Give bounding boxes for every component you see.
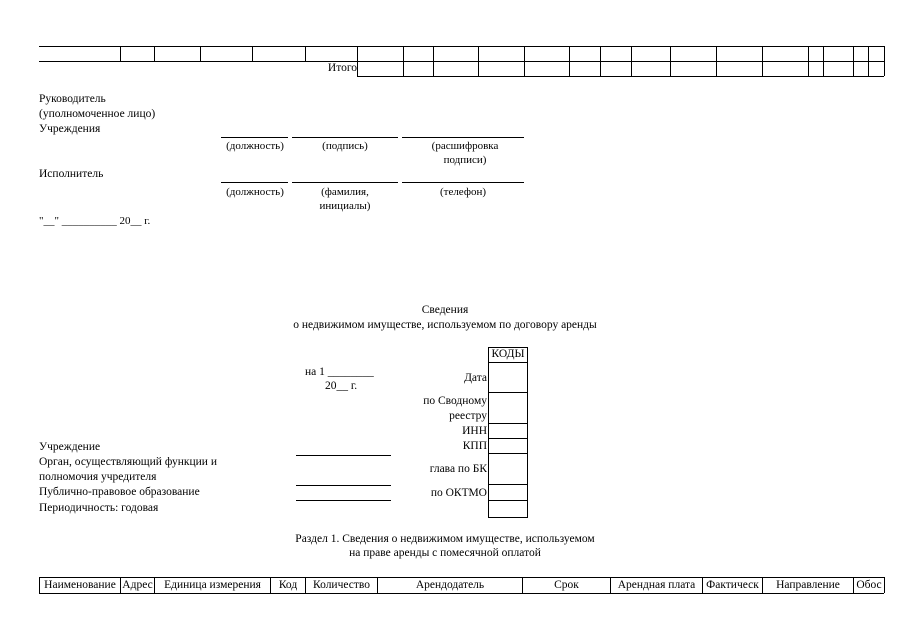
column-header-justification: Обос <box>856 579 882 591</box>
cell-border <box>200 46 201 61</box>
head-label-3: Учреждения <box>39 123 101 135</box>
column-header-actual: Фактическ <box>706 579 759 591</box>
section-title: Раздел 1. Сведения о недвижимом имуществе, используемом <box>295 533 595 545</box>
institution-field-line <box>296 455 391 456</box>
executor-label: Исполнитель <box>39 168 104 180</box>
head-decoding-line <box>402 137 524 138</box>
cell-border <box>252 46 253 61</box>
authority-label-2: полномочия учредителя <box>39 471 157 483</box>
table-line <box>357 76 884 77</box>
exec-caption-position: (должность) <box>226 186 284 198</box>
section-subtitle: на праве аренды с помесячной оплатой <box>349 547 541 559</box>
column-header-code: Код <box>278 579 298 591</box>
registry-code-label-1: по Сводному <box>423 395 487 407</box>
cell-border <box>120 46 121 61</box>
exec-position-line <box>221 182 288 183</box>
exec-caption-name: (фамилия, инициалы) <box>319 186 371 212</box>
column-header-unit: Единица измерения <box>164 579 261 591</box>
public-entity-label: Публично-правовое образование <box>39 486 200 498</box>
head-signature-line <box>292 137 398 138</box>
head-caption-position: (должность) <box>226 140 284 152</box>
codes-row-line <box>488 500 528 501</box>
head-caption-signature: (подпись) <box>322 140 368 152</box>
cell-border <box>884 46 885 76</box>
head-caption-decoding: (расшифровка подписи) <box>431 140 499 166</box>
cell-border <box>808 46 809 76</box>
inn-label: ИНН <box>462 425 487 437</box>
cell-border <box>670 46 671 76</box>
total-label: Итого <box>327 62 357 74</box>
as-of-date-1: на 1 ________ <box>305 366 374 378</box>
column-header-term: Срок <box>554 579 579 591</box>
institution-label: Учреждение <box>39 441 101 453</box>
form-title: Сведения <box>421 304 469 316</box>
as-of-date-2: 20__ г. <box>325 380 358 392</box>
cell-border <box>403 46 404 76</box>
codes-row-line <box>488 423 528 424</box>
cell-border <box>154 46 155 61</box>
column-header-address: Адрес <box>122 579 153 591</box>
table-line <box>39 61 884 62</box>
cell-border <box>884 577 885 593</box>
column-header-rent: Арендная плата <box>617 579 696 591</box>
column-header-quantity: Количество <box>313 579 370 591</box>
periodicity-label: Периодичность: годовая <box>39 502 159 514</box>
form-subtitle: о недвижимом имуществе, используемом по договору аренды <box>293 319 597 331</box>
kpp-label: КПП <box>462 440 487 452</box>
exec-name-line <box>292 182 398 183</box>
codes-row-line <box>488 484 528 485</box>
table-line <box>39 46 884 47</box>
head-position-line <box>221 137 288 138</box>
codes-row-line <box>488 453 528 454</box>
authority-field-line <box>296 485 391 486</box>
registry-code-label-2: реестру <box>449 410 487 422</box>
exec-phone-line <box>402 182 524 183</box>
date-code-label: Дата <box>464 372 487 384</box>
cell-border <box>853 46 854 76</box>
public-entity-field-line <box>296 500 391 501</box>
column-header-lessor: Арендодатель <box>415 579 485 591</box>
cell-border <box>868 46 869 76</box>
cell-border <box>600 46 601 76</box>
column-header-direction: Направление <box>776 579 840 591</box>
authority-label-1: Орган, осуществляющий функции и <box>39 456 217 468</box>
cell-border <box>524 46 525 76</box>
exec-caption-phone: (телефон) <box>439 186 487 198</box>
codes-row-line <box>488 392 528 393</box>
cell-border <box>823 46 824 76</box>
cell-border <box>762 46 763 76</box>
cell-border <box>305 46 306 61</box>
date-line: "__" __________ 20__ г. <box>39 215 151 227</box>
cell-border <box>357 46 358 76</box>
oktmo-label: по ОКТМО <box>430 487 487 499</box>
head-label-1: Руководитель <box>39 93 106 105</box>
head-label-2: (уполномоченное лицо) <box>39 108 156 120</box>
cell-border <box>716 46 717 76</box>
codes-row-line <box>488 362 528 363</box>
cell-border <box>631 46 632 76</box>
codes-row-line <box>488 438 528 439</box>
chapter-bk-label: глава по БК <box>429 463 487 475</box>
column-header-name: Наименование <box>44 579 116 591</box>
cell-border <box>433 46 434 76</box>
cell-border <box>478 46 479 76</box>
codes-box <box>488 347 528 518</box>
codes-header: КОДЫ <box>491 348 525 360</box>
cell-border <box>569 46 570 76</box>
